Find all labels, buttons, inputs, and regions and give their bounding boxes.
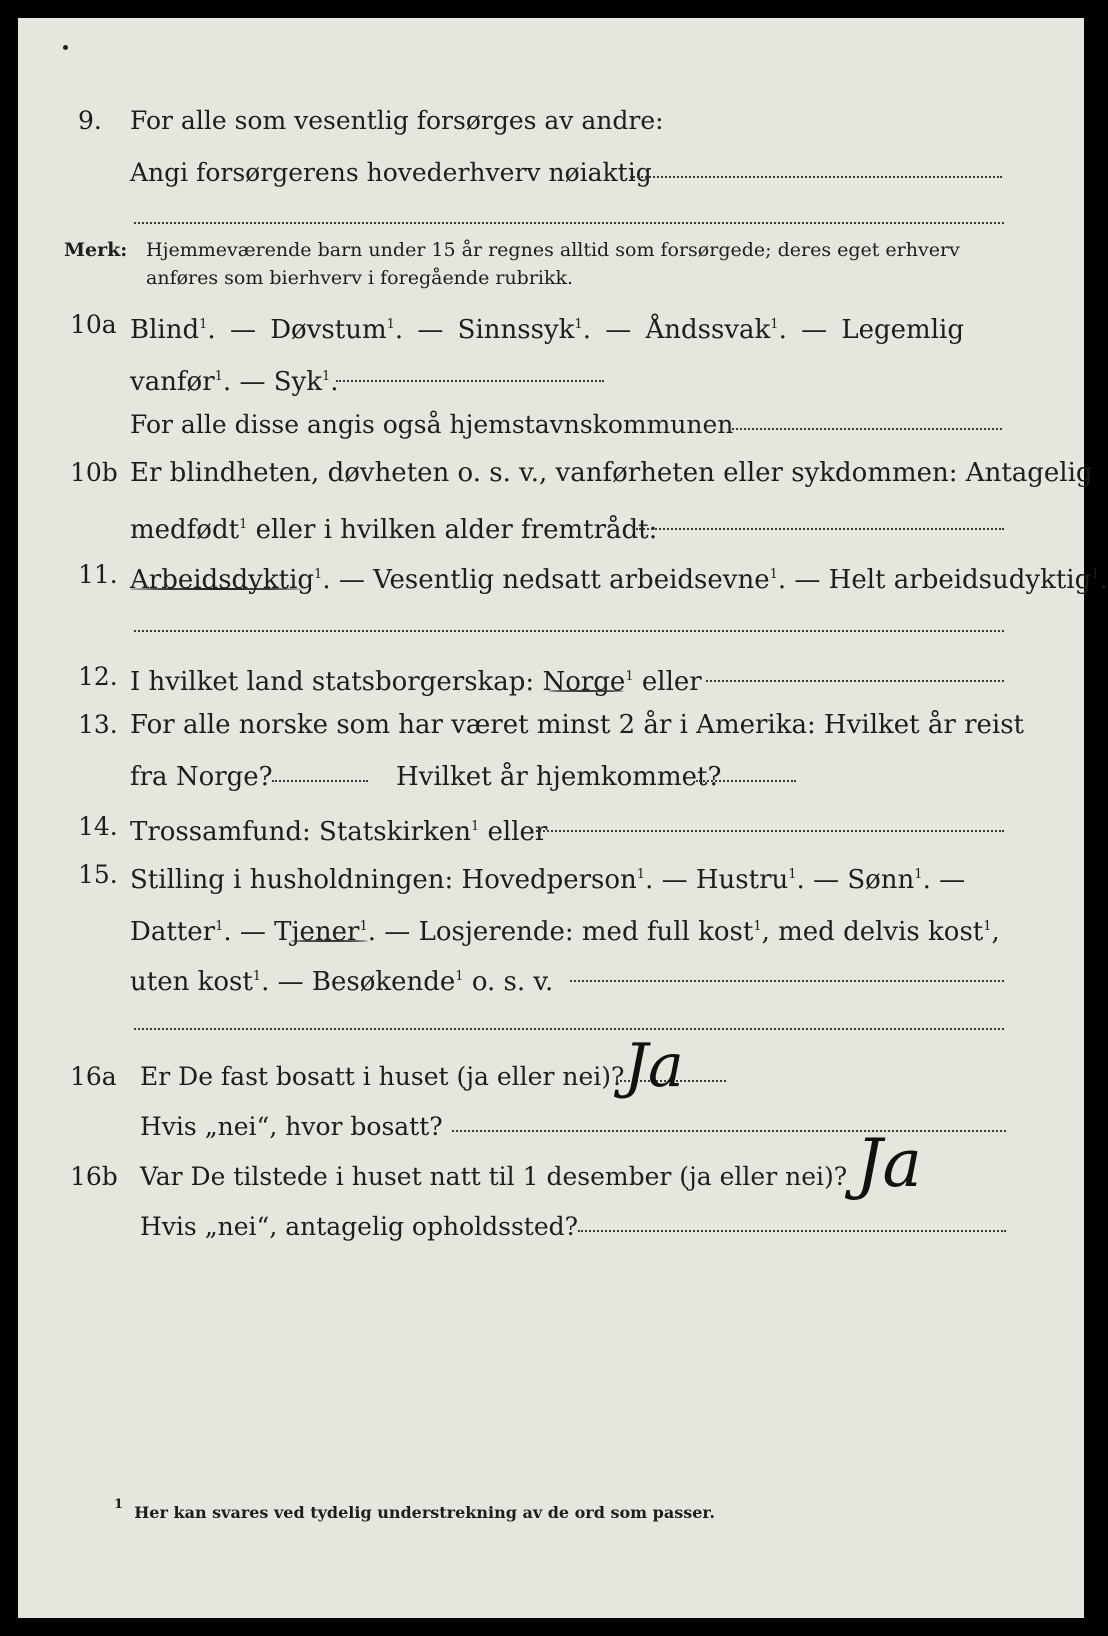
q13-text: For alle norske som har været minst 2 år i Amerika: Hvilket år reist: [130, 710, 1024, 740]
q12-underline-mark: [548, 690, 624, 692]
form-page: [18, 18, 1108, 1618]
q10b-answer-line[interactable]: [636, 528, 1004, 530]
q12-number: 12.: [78, 662, 118, 691]
q12-answer-line[interactable]: [706, 680, 1004, 682]
q13-number: 13.: [78, 710, 118, 739]
q16a-bosatt-line[interactable]: [452, 1130, 1006, 1132]
q16b-number: 16b: [70, 1162, 118, 1191]
q10a-number: 10a: [70, 310, 117, 339]
q9-text: For alle som vesentlig forsørges av andre:: [130, 106, 664, 135]
q16b-line2: Hvis „nei“, antagelig opholdssted?: [140, 1212, 579, 1241]
q13-hjemkommet-line[interactable]: [696, 780, 796, 782]
q15-line3: uten kost$^1$. — Besøkende$^1$ o. s. v.: [130, 967, 554, 997]
q12-text: I hvilket land statsborgerskap: Norge$^1$ eller: [130, 667, 702, 697]
q9-answer-line[interactable]: [630, 176, 1002, 178]
q13-line2b: Hvilket år hjemkommet?: [396, 762, 722, 792]
q10a-text: Blind$^1$. — Døvstum$^1$. — Sinnssyk$^1$. — Åndssvak$^1$. — Legemlig: [130, 315, 964, 345]
q13-reist-line[interactable]: [272, 780, 368, 782]
q16a-handwritten-answer: Ja: [624, 1031, 684, 1101]
q16a-line2: Hvis „nei“, hvor bosatt?: [140, 1112, 443, 1141]
q15-answer-line-2[interactable]: [134, 1028, 1004, 1030]
q13-line2a: fra Norge?: [130, 762, 273, 792]
q10a-syk-line[interactable]: [336, 380, 604, 382]
q10b-text: Er blindheten, døvheten o. s. v., vanførheten eller sykdommen: Antagelig: [130, 458, 1093, 488]
q11-text: Arbeidsdyktig$^1$. — Vesentlig nedsatt arbeidsevne$^1$. — Helt arbeidsudyktig$^1$.: [130, 565, 1108, 595]
q14-text: Trossamfund: Statskirken$^1$ eller: [130, 817, 548, 847]
q15-underline-mark: [290, 940, 368, 942]
footnote: $^1$ Her kan svares ved tydelig understrekning av de ord som passer.: [114, 1497, 715, 1522]
q14-answer-line[interactable]: [536, 830, 1004, 832]
q10a-kommune-line[interactable]: [732, 428, 1002, 430]
q11-underline-mark: [130, 588, 302, 590]
q10b-line2: medfødt$^1$ eller i hvilken alder fremtrådt:: [130, 515, 658, 545]
q16a-text: Er De fast bosatt i huset (ja eller nei)?: [140, 1062, 625, 1091]
q16b-text: Var De tilstede i huset natt til 1 desember (ja eller nei)?: [140, 1162, 848, 1191]
merk-line2: anføres som bierhverv i foregående rubrikk.: [146, 267, 574, 289]
q15-line2: Datter$^1$. — Tjener$^1$. — Losjerende: med full kost$^1$, med delvis kost$^1$,: [130, 917, 1000, 947]
q16b-handwritten-answer: Ja: [856, 1125, 922, 1202]
q9-sub: Angi forsørgerens hovederhverv nøiaktig: [130, 158, 652, 187]
q15-text: Stilling i husholdningen: Hovedperson$^1$. — Hustru$^1$. — Sønn$^1$. —: [130, 865, 966, 895]
q11-answer-line[interactable]: [134, 630, 1004, 632]
merk-line1: Hjemmeværende barn under 15 år regnes alltid som forsørgede; deres eget erhverv: [146, 239, 960, 261]
speck-mark: [63, 45, 68, 50]
q10a-line3: For alle disse angis også hjemstavnskommunen: [130, 410, 734, 439]
q15-answer-line[interactable]: [570, 980, 1004, 982]
q9-answer-line-2[interactable]: [134, 222, 1004, 224]
merk-label: Merk:: [64, 239, 128, 261]
q16a-number: 16a: [70, 1062, 117, 1091]
q16b-answer-line[interactable]: [578, 1230, 1006, 1232]
q14-number: 14.: [78, 812, 118, 841]
q11-number: 11.: [78, 560, 118, 589]
q10a-line2: vanfør$^1$. — Syk$^1$.: [130, 367, 339, 397]
q10b-number: 10b: [70, 458, 118, 487]
q9-number: 9.: [78, 106, 102, 135]
q15-number: 15.: [78, 860, 118, 889]
